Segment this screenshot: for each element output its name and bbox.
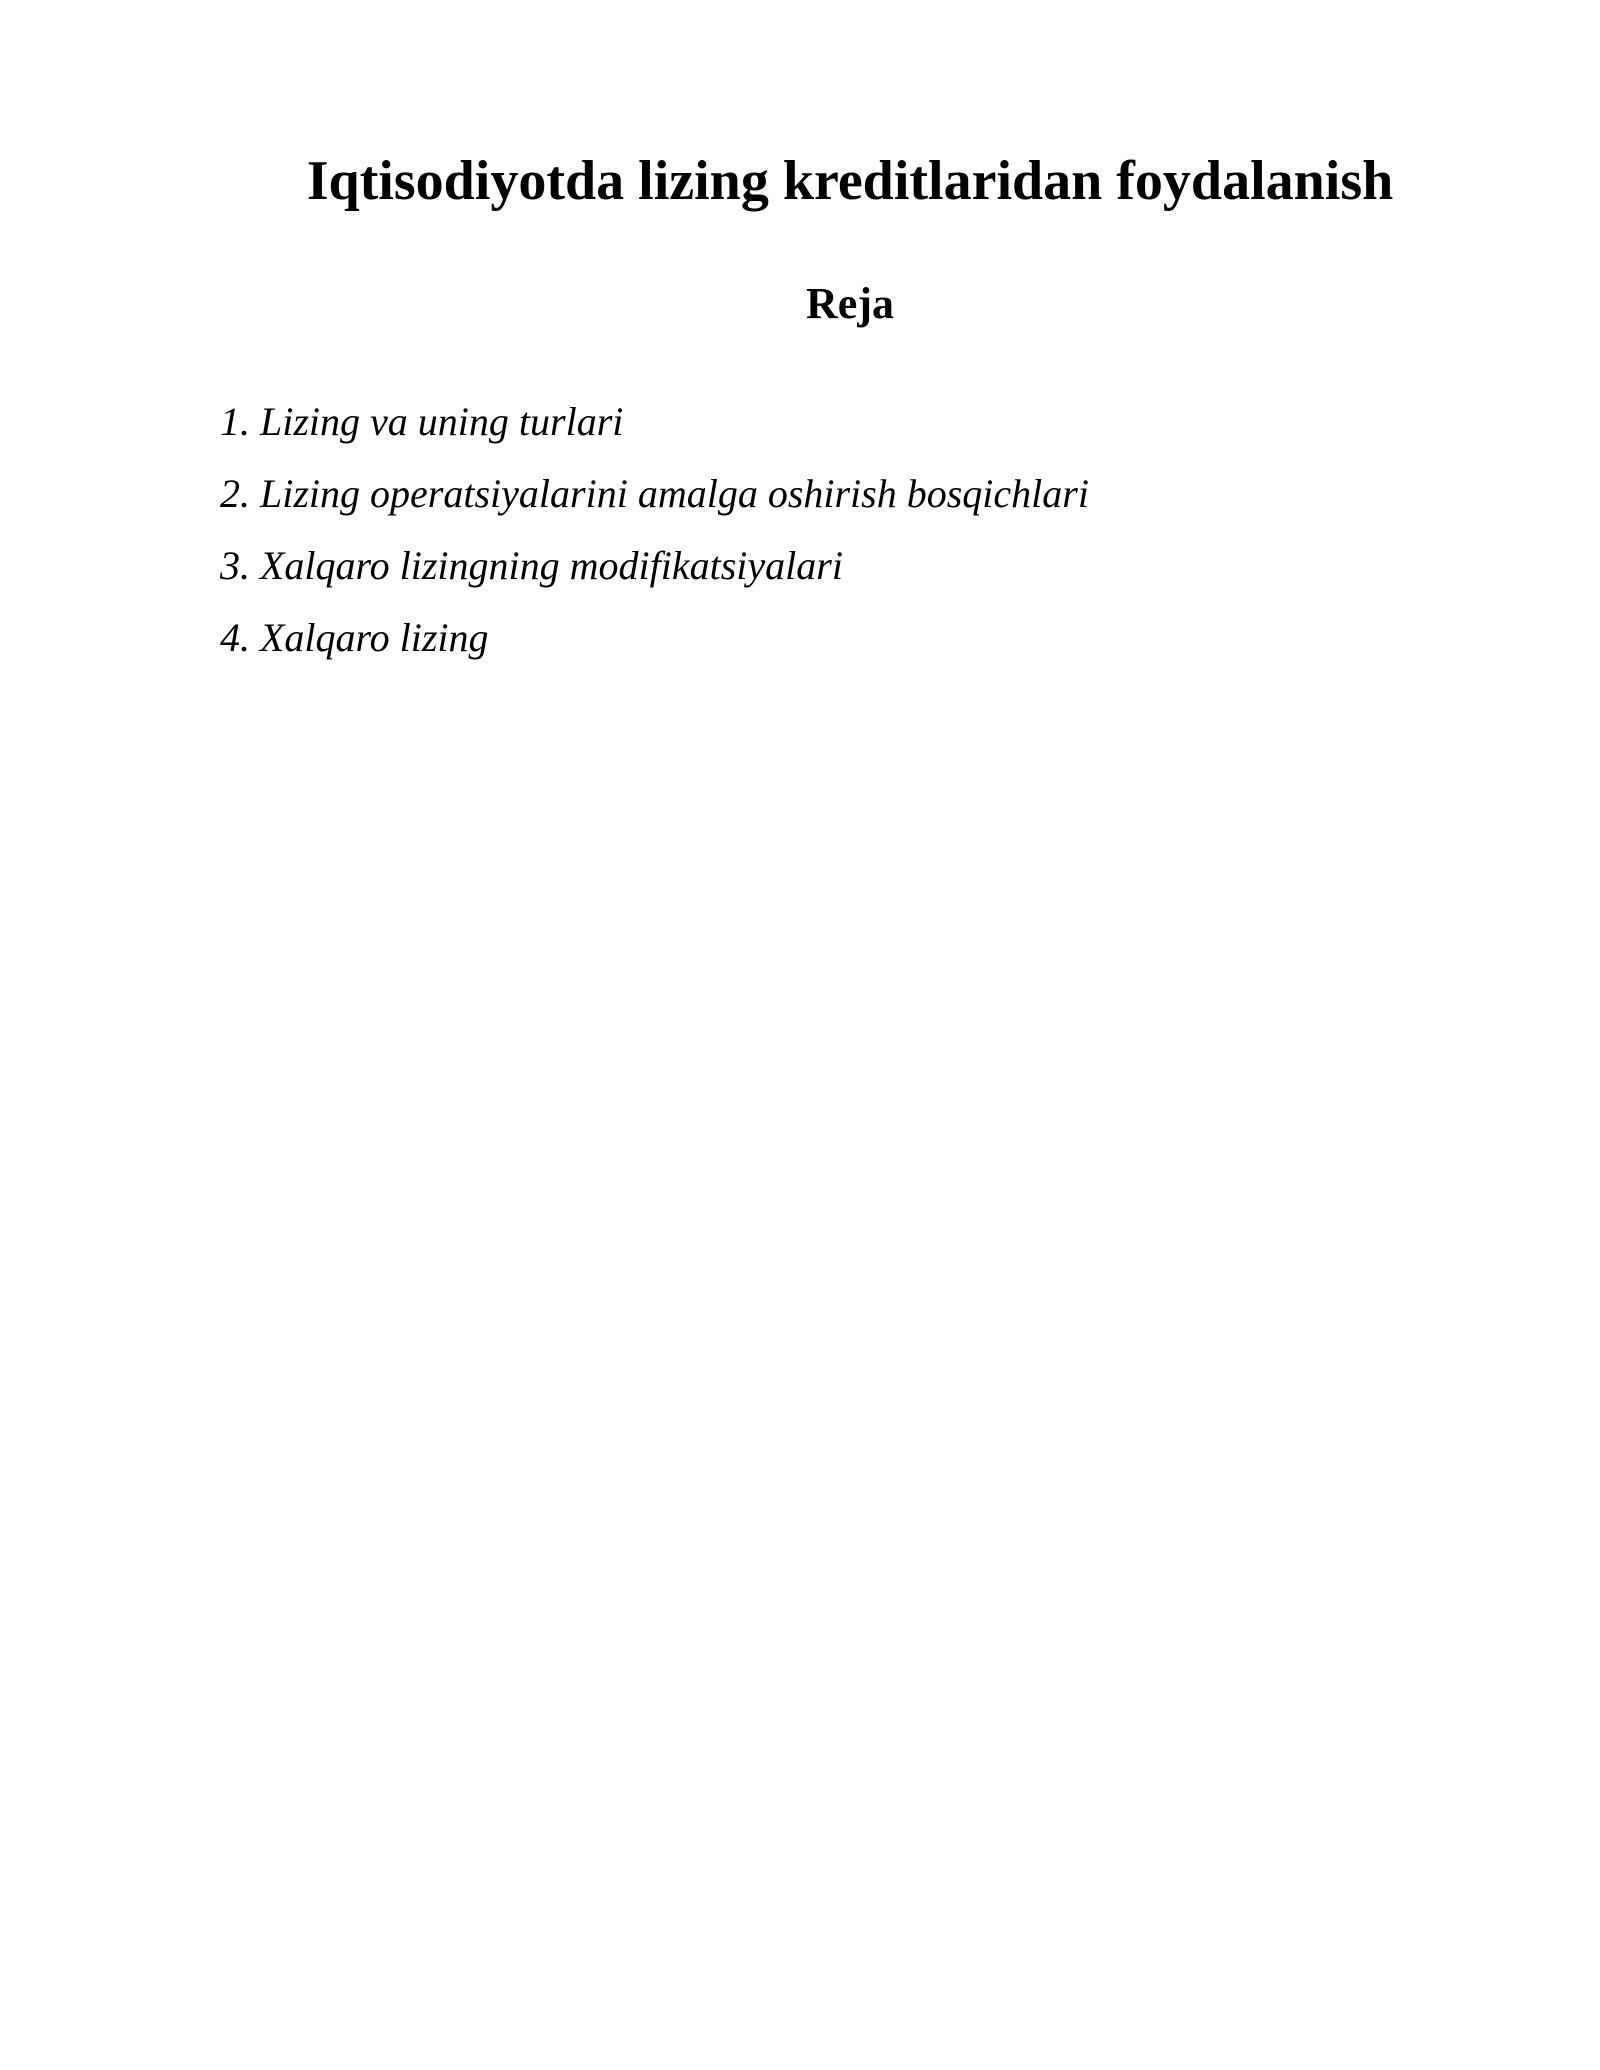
plan-item-3: 3. Xalqaro lizingning modifikatsiyalari [220, 543, 843, 588]
plan-heading: Reja [806, 279, 894, 328]
plan-item-1: 1. Lizing va uning turlari [220, 399, 624, 444]
plan-item-2: 2. Lizing operatsiyalarini amalga oshirish bosqichlari [220, 471, 1089, 516]
document-title: Iqtisodiyotda lizing kreditlaridan foydalanish [306, 150, 1394, 212]
plan-list [220, 386, 1089, 674]
plan-item-4: 4. Xalqaro lizing [220, 615, 489, 660]
